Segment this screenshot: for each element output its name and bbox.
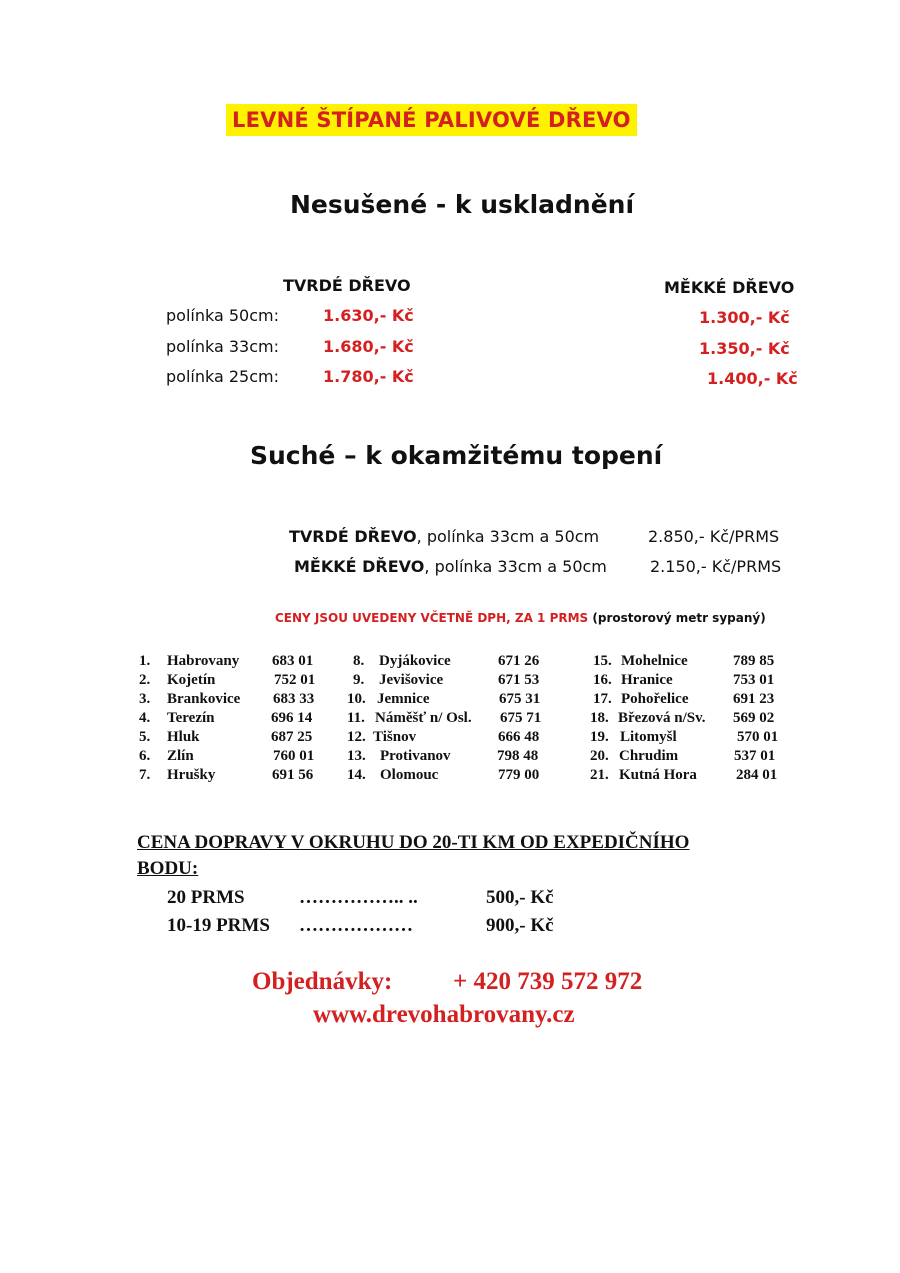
- dried-price: 2.150,- Kč/PRMS: [650, 557, 782, 576]
- order-website-link[interactable]: www.drevohabrovany.cz: [313, 1001, 575, 1028]
- city-zip: 789 85: [733, 653, 775, 669]
- city-num: 13.: [347, 748, 366, 764]
- city-name: Jevišovice: [379, 672, 444, 688]
- dried-price: 2.850,- Kč/PRMS: [648, 527, 780, 546]
- city-num: 17.: [593, 691, 612, 707]
- city-zip: 537 01: [734, 748, 776, 764]
- hard-price: 1.680,- Kč: [323, 337, 414, 356]
- city-zip: 671 53: [498, 672, 540, 688]
- dried-title: Suché – k okamžitému topení: [250, 441, 663, 470]
- city-name: Tišnov: [373, 729, 417, 745]
- transport-price: 900,- Kč: [486, 915, 554, 936]
- city-name: Hranice: [621, 672, 673, 688]
- city-num: 8.: [353, 653, 365, 669]
- city-num: 6.: [139, 748, 151, 764]
- transport-label: 10-19 PRMS: [167, 915, 270, 936]
- city-row: [139, 653, 150, 670]
- city-zip: 570 01: [737, 729, 779, 745]
- city-num: 3.: [139, 691, 151, 707]
- transport-dots: ………………: [299, 915, 413, 936]
- transport-price: 500,- Kč: [486, 887, 554, 908]
- city-num: 19.: [590, 729, 609, 745]
- city-zip: 779 00: [498, 767, 540, 783]
- city-name: Kojetín: [167, 672, 216, 688]
- city-num: 5.: [139, 729, 151, 745]
- soft-price: 1.400,- Kč: [707, 369, 798, 388]
- city-num: 9.: [353, 672, 365, 688]
- city-zip: 798 48: [497, 748, 539, 764]
- city-num: 1.: [139, 653, 151, 669]
- price-note-red: CENY JSOU UVEDENY VČETNĚ DPH, ZA 1 PRMS: [275, 611, 589, 625]
- city-name: Kutná Hora: [619, 767, 697, 783]
- order-phone[interactable]: + 420 739 572 972: [453, 968, 643, 995]
- transport-dots: …………….. ..: [299, 887, 418, 908]
- soft-wood-heading: MĚKKÉ DŘEVO: [664, 278, 795, 297]
- city-zip: 752 01: [274, 672, 316, 688]
- hard-price: 1.630,- Kč: [323, 306, 414, 325]
- city-name: Brankovice: [167, 691, 241, 707]
- dried-line-hard: [289, 527, 599, 546]
- city-name: Březová n/Sv.: [618, 710, 706, 726]
- transport-title-line1: CENA DOPRAVY V OKRUHU DO 20-TI KM OD EXPEDIČNÍHO: [137, 832, 690, 853]
- city-num: 2.: [139, 672, 151, 688]
- city-zip: 284 01: [736, 767, 778, 783]
- city-name: Hluk: [167, 729, 200, 745]
- dried-desc: , polínka 33cm a 50cm: [424, 557, 607, 576]
- dried-line-soft: [294, 557, 607, 576]
- transport-title-line2: BODU:: [137, 858, 199, 879]
- undried-title: Nesušené - k uskladnění: [290, 190, 635, 219]
- city-zip: 760 01: [273, 748, 315, 764]
- city-name: Habrovany: [167, 653, 240, 669]
- city-zip: 569 02: [733, 710, 775, 726]
- city-zip: 675 31: [499, 691, 541, 707]
- city-name: Dyjákovice: [379, 653, 451, 669]
- price-note: [275, 611, 766, 625]
- hard-wood-heading: TVRDÉ DŘEVO: [283, 276, 411, 295]
- order-label: Objednávky:: [252, 968, 393, 995]
- city-num: 4.: [139, 710, 151, 726]
- city-name: Protivanov: [380, 748, 451, 764]
- city-num: 10.: [347, 691, 366, 707]
- city-zip: 683 01: [272, 653, 314, 669]
- row-label: polínka 50cm:: [166, 306, 279, 325]
- city-num: 12.: [347, 729, 366, 745]
- city-num: 14.: [347, 767, 366, 783]
- city-name: Zlín: [167, 748, 194, 764]
- city-zip: 675 71: [500, 710, 542, 726]
- city-num: 21.: [590, 767, 609, 783]
- city-num: 7.: [139, 767, 151, 783]
- row-label: polínka 25cm:: [166, 367, 279, 386]
- city-num: 11.: [347, 710, 365, 726]
- city-zip: 691 56: [272, 767, 314, 783]
- city-zip: 753 01: [733, 672, 775, 688]
- city-zip: 671 26: [498, 653, 540, 669]
- city-name: Pohořelice: [621, 691, 689, 707]
- dried-type: MĚKKÉ DŘEVO: [294, 557, 425, 576]
- city-zip: 666 48: [498, 729, 540, 745]
- city-name: Jemnice: [377, 691, 430, 707]
- row-label: polínka 33cm:: [166, 337, 279, 356]
- soft-price: 1.350,- Kč: [699, 339, 790, 358]
- city-name: Terezín: [167, 710, 215, 726]
- hard-price: 1.780,- Kč: [323, 367, 414, 386]
- dried-type: TVRDÉ DŘEVO: [289, 527, 417, 546]
- city-name: Olomouc: [380, 767, 439, 783]
- transport-label: 20 PRMS: [167, 887, 245, 908]
- city-num: 20.: [590, 748, 609, 764]
- city-name: Náměšť n/ Osl.: [375, 710, 472, 726]
- city-zip: 687 25: [271, 729, 313, 745]
- city-name: Chrudim: [619, 748, 679, 764]
- dried-desc: , polínka 33cm a 50cm: [416, 527, 600, 546]
- city-num: 18.: [590, 710, 609, 726]
- city-name: Mohelnice: [621, 653, 688, 669]
- city-name: Litomyšl: [620, 729, 677, 745]
- city-zip: 691 23: [733, 691, 775, 707]
- city-zip: 696 14: [271, 710, 313, 726]
- headline-banner: LEVNÉ ŠTÍPANÉ PALIVOVÉ DŘEVO: [226, 104, 637, 136]
- city-num: 16.: [593, 672, 612, 688]
- price-note-black: (prostorový metr sypaný): [588, 611, 766, 625]
- soft-price: 1.300,- Kč: [699, 308, 790, 327]
- city-zip: 683 33: [273, 691, 315, 707]
- city-num: 15.: [593, 653, 612, 669]
- city-name: Hrušky: [167, 767, 216, 783]
